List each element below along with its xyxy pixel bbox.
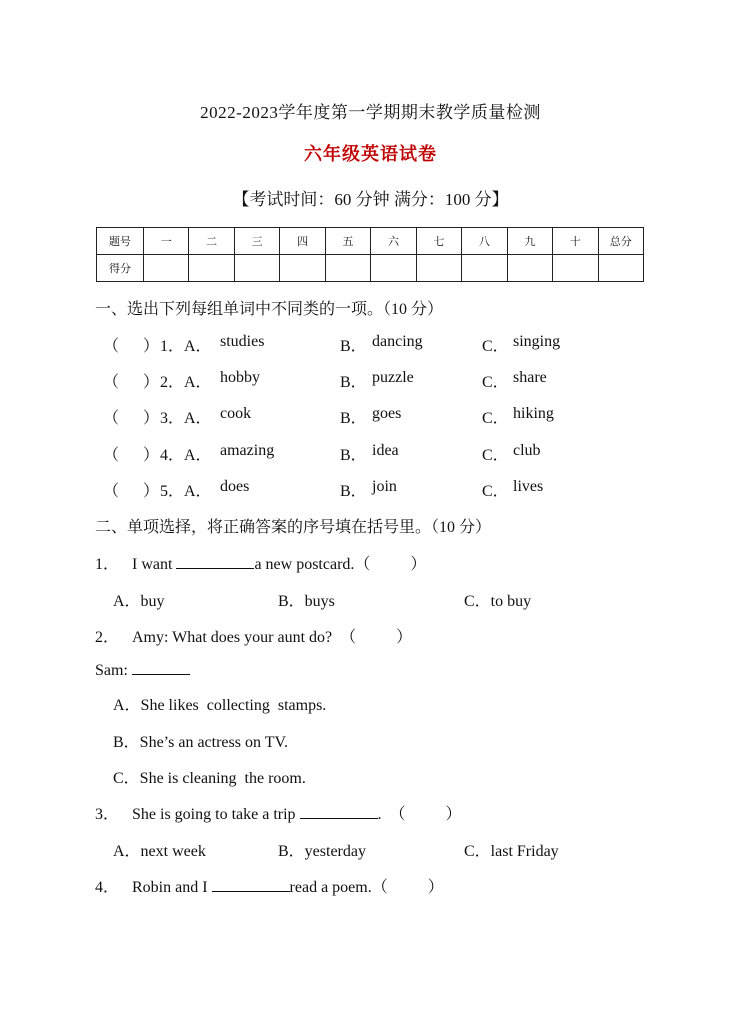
option-b: dancing: [372, 333, 423, 350]
question-text-before: Robin and I: [132, 879, 212, 896]
option-b-prefix: B．: [340, 447, 367, 464]
exam-info: 【考试时间：60 分钟 满分：100 分】: [232, 190, 509, 209]
answer-blank[interactable]: [300, 804, 378, 819]
score-input-cell[interactable]: [462, 255, 507, 282]
score-cell: 题号: [97, 228, 144, 255]
option-a: A．She likes collecting stamps.: [113, 697, 327, 714]
question-text: [132, 874, 444, 897]
exam-subtitle: 六年级英语试卷: [304, 144, 437, 164]
score-input-cell[interactable]: [234, 255, 279, 282]
option-c-prefix: C．: [482, 447, 509, 464]
answer-paren[interactable]: （ ）: [103, 338, 160, 355]
score-cell: 总分: [598, 228, 643, 255]
option-c-prefix: C．: [482, 338, 509, 355]
question-text: Amy: What does your aunt do? （ ）: [132, 629, 413, 646]
item-number: 4．A．: [160, 447, 212, 464]
option-b: B．buys: [278, 593, 335, 610]
option-b-prefix: B．: [340, 410, 367, 427]
answer-blank[interactable]: [132, 660, 190, 675]
option-b: idea: [372, 442, 399, 459]
option-c: C．last Friday: [464, 843, 559, 860]
option-b: B．yesterday: [278, 843, 366, 860]
answer-blank[interactable]: [212, 877, 290, 892]
answer-paren[interactable]: （ ）: [103, 410, 160, 427]
score-input-cell[interactable]: [144, 255, 189, 282]
question-number: 4．: [95, 879, 120, 896]
option-a: amazing: [220, 442, 275, 459]
score-input-cell[interactable]: [598, 255, 643, 282]
score-table-header-row: [97, 228, 644, 255]
option-a: A．buy: [113, 593, 165, 610]
sam-label: Sam:: [95, 662, 132, 679]
option-b: B．She’s an actress on TV.: [113, 734, 288, 751]
score-cell: 四: [280, 228, 325, 255]
question-text-after: . （ ）: [377, 806, 462, 823]
question-text: [132, 801, 462, 824]
question-text-before: I want: [132, 556, 177, 573]
option-c-prefix: C．: [482, 483, 509, 500]
option-c: hiking: [513, 405, 554, 422]
score-cell: 八: [462, 228, 507, 255]
option-c: share: [513, 369, 547, 386]
option-b-prefix: B．: [340, 483, 367, 500]
question-number: 2．: [95, 629, 120, 646]
option-c-prefix: C．: [482, 374, 509, 391]
score-input-cell[interactable]: [416, 255, 461, 282]
question-text-after: read a poem.（ ）: [289, 879, 444, 896]
option-c: C．to buy: [464, 593, 532, 610]
option-b-prefix: B．: [340, 374, 367, 391]
answer-paren[interactable]: （ ）: [103, 447, 160, 464]
question-number: 1．: [95, 556, 120, 573]
score-cell: 九: [507, 228, 552, 255]
option-c-prefix: C．: [482, 410, 509, 427]
option-a: studies: [220, 333, 265, 350]
option-a: A．next week: [113, 843, 206, 860]
score-table: [96, 227, 644, 282]
sam-response: [95, 660, 190, 680]
option-c: singing: [513, 333, 561, 350]
score-cell: 五: [325, 228, 370, 255]
item-number: 3．A．: [160, 410, 212, 427]
exam-title: 2022-2023学年度第一学期期末教学质量检测: [200, 103, 541, 122]
score-input-cell[interactable]: [507, 255, 552, 282]
question-text: [132, 551, 426, 574]
option-b: join: [372, 478, 397, 495]
answer-paren[interactable]: （ ）: [103, 374, 160, 391]
score-cell: 三: [234, 228, 279, 255]
answer-paren[interactable]: （ ）: [103, 483, 160, 500]
score-cell: 六: [371, 228, 416, 255]
option-c: club: [513, 442, 541, 459]
score-table-score-row: [97, 255, 644, 282]
score-cell: 七: [416, 228, 461, 255]
option-a: cook: [220, 405, 252, 422]
answer-blank[interactable]: [176, 554, 254, 569]
option-c: C．She is cleaning the room.: [113, 770, 306, 787]
section1-heading: 一、选出下列每组单词中不同类的一项。（10 分）: [95, 301, 444, 318]
option-a: hobby: [220, 369, 260, 386]
score-cell: 一: [144, 228, 189, 255]
section2-heading: 二、单项选择，将正确答案的序号填在括号里。（10 分）: [95, 519, 492, 536]
score-input-cell[interactable]: [325, 255, 370, 282]
option-b-prefix: B．: [340, 338, 367, 355]
option-a: does: [220, 478, 250, 495]
option-b: puzzle: [372, 369, 414, 386]
item-number: 5．A．: [160, 483, 212, 500]
question-text-before: She is going to take a trip: [132, 806, 300, 823]
item-number: 1．A．: [160, 338, 212, 355]
option-c: lives: [513, 478, 544, 495]
score-input-cell[interactable]: [280, 255, 325, 282]
score-cell: 二: [189, 228, 234, 255]
option-b: goes: [372, 405, 402, 422]
question-number: 3．: [95, 806, 120, 823]
score-label-cell: 得分: [97, 255, 144, 282]
item-number: 2．A．: [160, 374, 212, 391]
score-input-cell[interactable]: [553, 255, 598, 282]
score-input-cell[interactable]: [189, 255, 234, 282]
score-input-cell[interactable]: [371, 255, 416, 282]
score-cell: 十: [553, 228, 598, 255]
question-text-after: a new postcard.（ ）: [254, 556, 427, 573]
